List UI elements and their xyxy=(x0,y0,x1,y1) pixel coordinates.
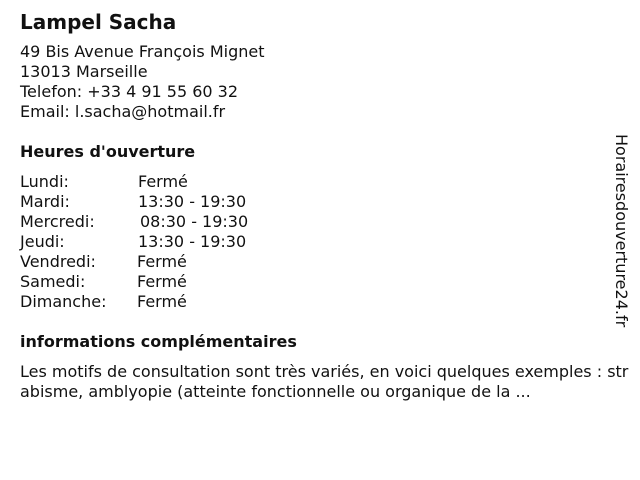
additional-info-text: Les motifs de consultation sont très variés, en voici quelques exemples : strabisme, amblyopie (atteinte fonctionnelle ou organique de la ... xyxy=(20,362,629,401)
hours-row-wednesday xyxy=(20,212,632,232)
day-label: Mercredi: xyxy=(20,212,95,231)
hours-row-tuesday xyxy=(20,192,632,212)
additional-info-title: informations complémentaires xyxy=(20,332,297,351)
business-name: Lampel Sacha xyxy=(20,10,177,34)
day-label: Samedi: xyxy=(20,272,86,291)
opening-hours-title: Heures d'ouverture xyxy=(20,142,196,161)
email-address: Email: l.sacha@hotmail.fr xyxy=(20,102,226,121)
day-label: Lundi: xyxy=(20,172,69,191)
day-label: Dimanche: xyxy=(20,292,107,311)
address-line-2: 13013 Marseille xyxy=(20,62,148,81)
hours-row-monday xyxy=(20,172,632,192)
hours-row-thursday xyxy=(20,232,632,252)
day-label: Mardi: xyxy=(20,192,70,211)
day-hours: 08:30 - 19:30 xyxy=(140,212,249,231)
hours-row-saturday xyxy=(20,272,632,292)
opening-hours-list xyxy=(20,172,632,312)
address-line-1: 49 Bis Avenue François Mignet xyxy=(20,42,265,61)
phone-number: Telefon: +33 4 91 55 60 32 xyxy=(20,82,239,101)
day-hours: Fermé xyxy=(138,172,188,191)
site-watermark: Horairesdouverture24.fr xyxy=(612,134,631,328)
day-hours: Fermé xyxy=(137,272,187,291)
hours-row-sunday xyxy=(20,292,632,312)
hours-row-friday xyxy=(20,252,632,272)
business-card xyxy=(20,8,632,402)
day-hours: 13:30 - 19:30 xyxy=(138,232,247,251)
day-hours: Fermé xyxy=(137,252,187,271)
day-hours: Fermé xyxy=(137,292,187,311)
day-label: Vendredi: xyxy=(20,252,96,271)
day-hours: 13:30 - 19:30 xyxy=(138,192,247,211)
day-label: Jeudi: xyxy=(20,232,65,251)
